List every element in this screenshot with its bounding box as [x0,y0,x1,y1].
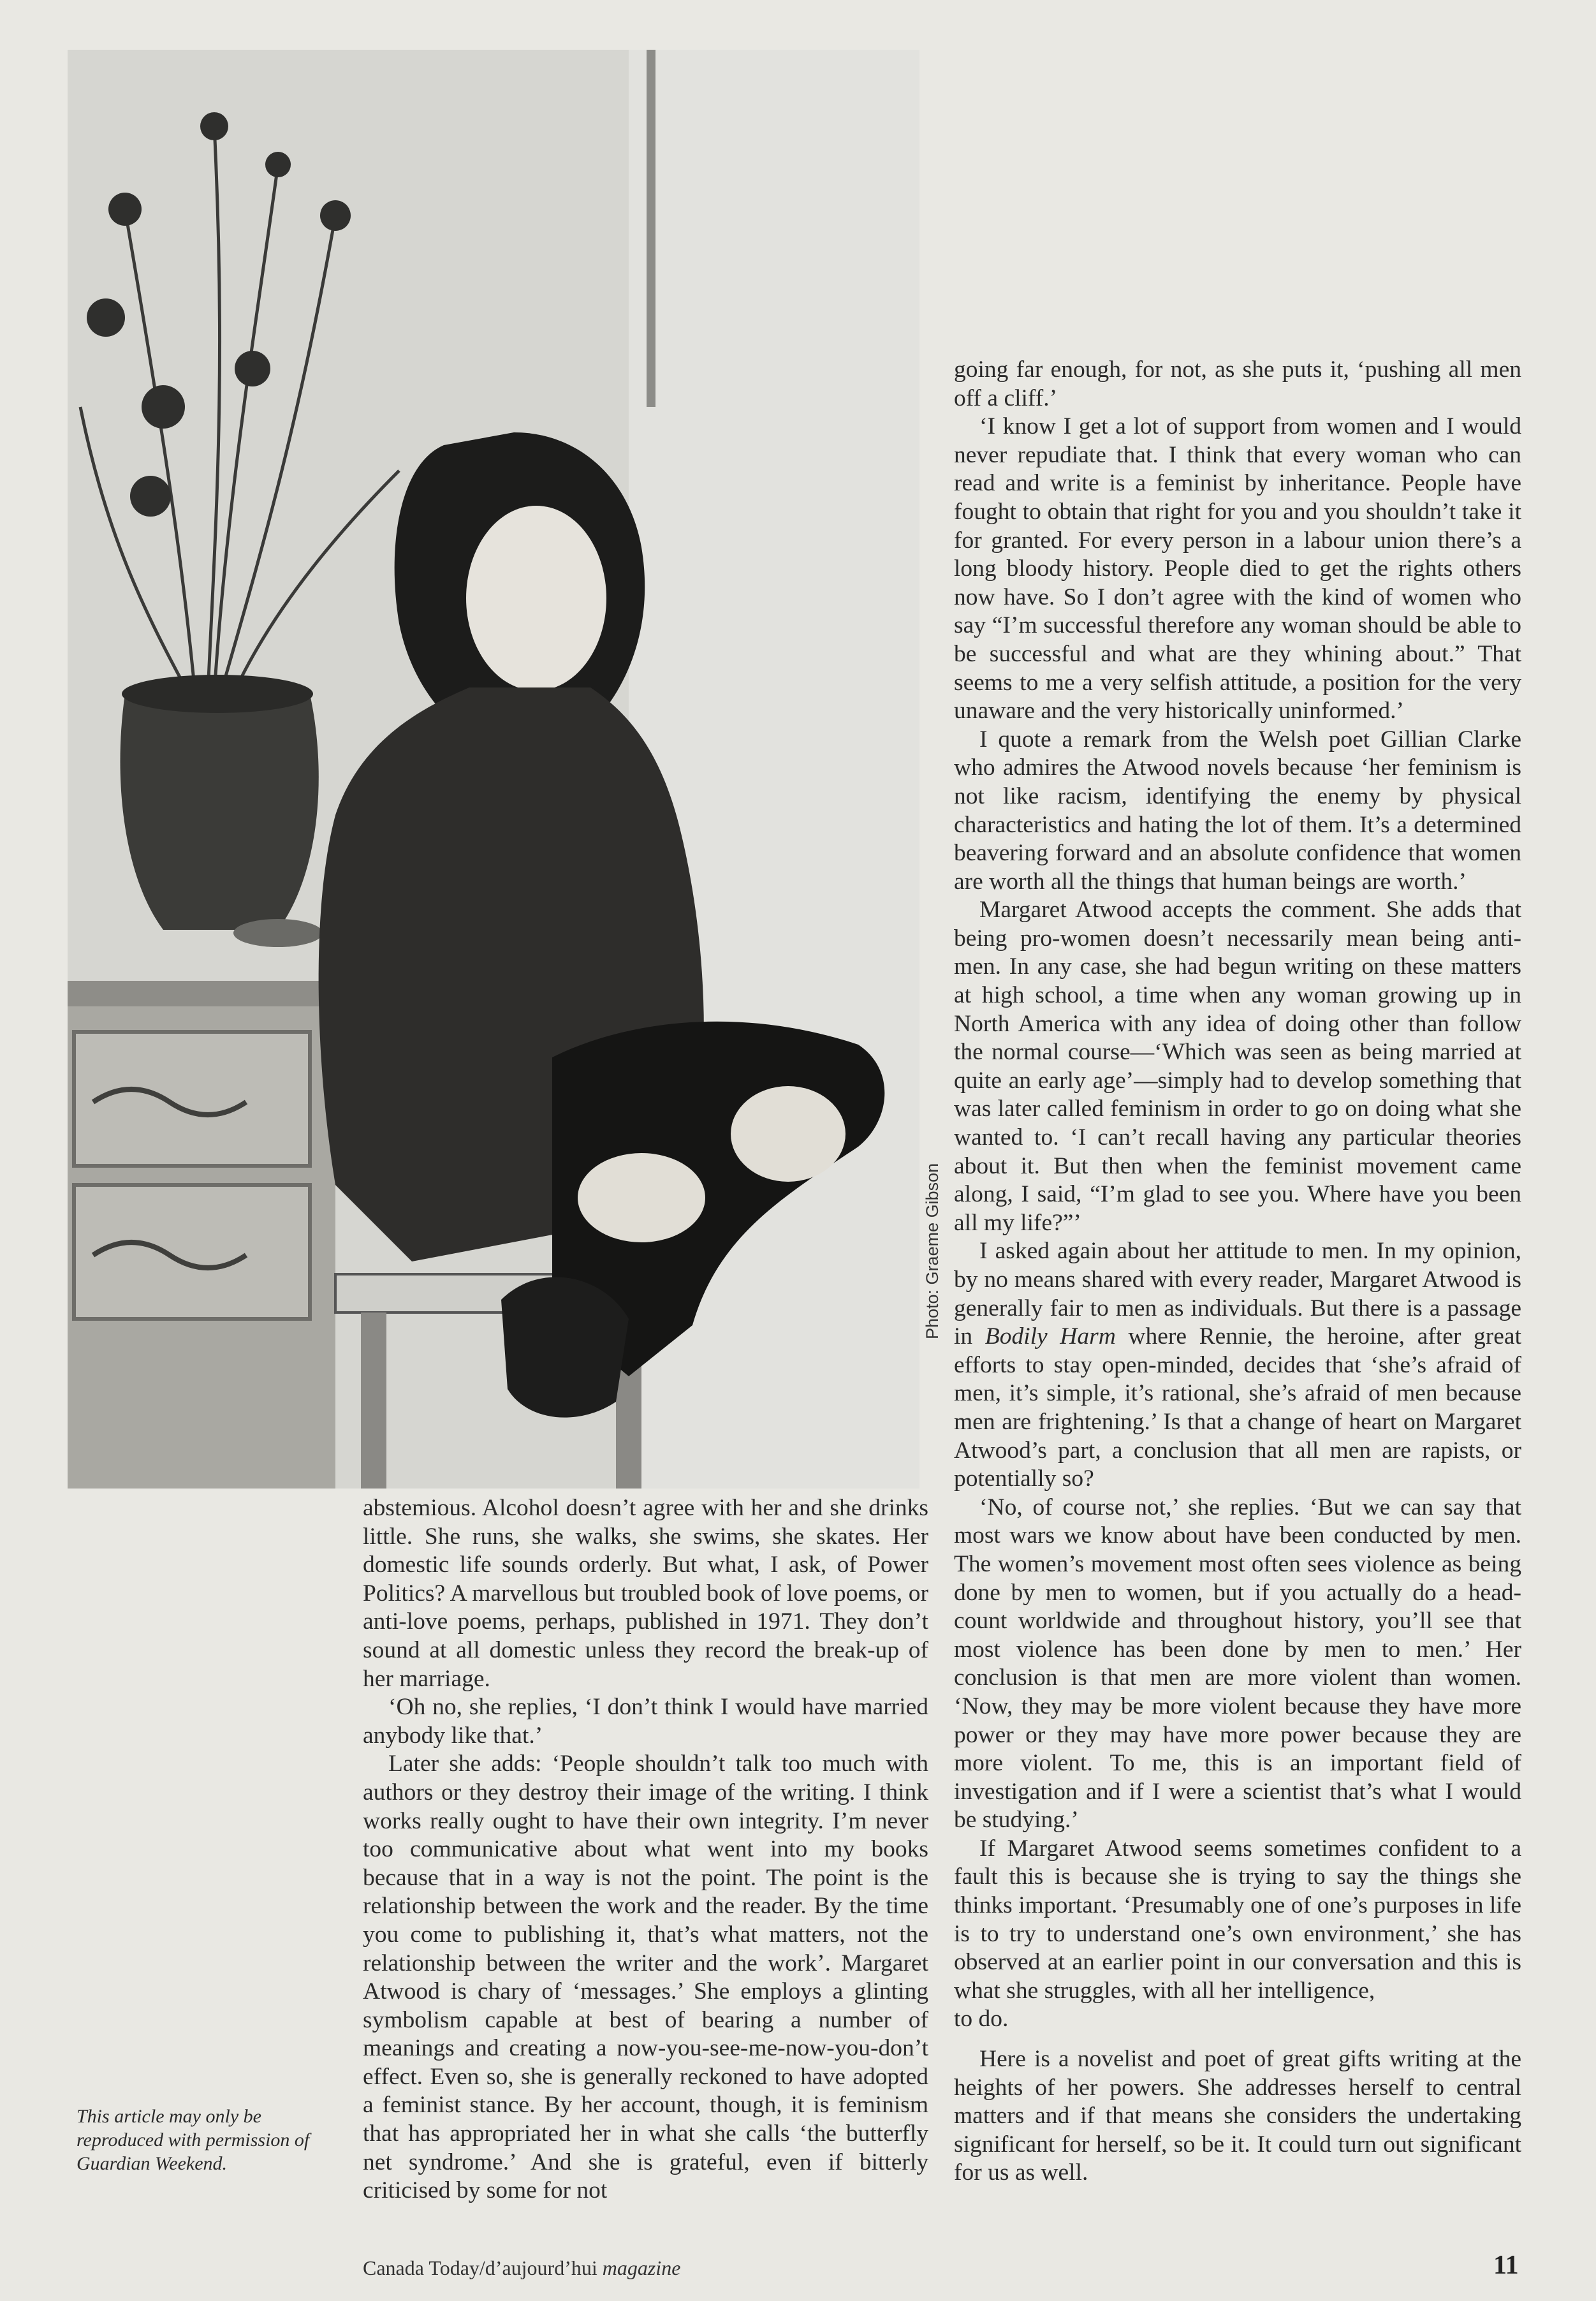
page-number: 11 [1493,2251,1519,2280]
reproduction-note: This article may only be reproduced with permission of Guardian Weekend. [77,2106,310,2174]
portrait-photo [68,50,919,1489]
photo-credit: Photo: Graeme Gibson [923,1163,942,1339]
book-title: Bodily Harm [985,1323,1116,1350]
paragraph: Later she adds: ‘People shouldn’t talk too much with authors or they destroy their image of the writing. I think works really ought to have their own integrity. I’m never too communicative about what went into my books because that in a way is not the point. The point is the relationship between the work and the reader. By the time you come to publishing it, that’s what matters, not the relationship between the writer and the work’. Margaret Atwood is chary of ‘messages.’ She employs a glinting symbolism capable at best of bearing a number of meanings and creating a now-you-see-me-now-you-don’t effect. Even so, she is generally reckoned to have adopted a feminist stance. By her account, though, it is feminism that has appropriated her in what she calls ‘the butterfly net syndrome.’ And she is grateful, even if bitterly criticised by some for not [363,1751,928,2204]
footer-title: Canada Today/d’aujourd’hui [363,2256,603,2279]
paragraph-text: I asked again about her attitude to men. In my opinion, by no means shared with every reader, Margaret Atwood is generally fair to men as individuals. But there is a passage in [954,1238,1521,1350]
paragraph: abstemious. Alcohol doesn’t agree with her and she drinks little. She runs, she walks, she swims, she skates. Her domestic life sounds orderly. But what, I ask, of Power Politics? A marvellous but troubled book of love poems, or anti-love poems, perhaps, published in 1971. They don’t sound at all domestic unless they record the break-up of her marriage. [363,1495,928,1692]
footer-magazine-name [363,2256,680,2280]
paragraph [954,1237,1521,1493]
paragraph: ‘No, of course not,’ she replies. ‘But we can say that most wars we know about have been conducted by men. The women’s movement most often sees violence as being done by men to women, but if you actually do a head-count worldwide and throughout history, you’ll see that most violence has been done by men to men.’ Her conclusion is that men are more violent than women. ‘Now, they may be more violent because they have more power or they may have more power because they are more violent. To me, this is an important field of investigation and if I were a scientist that’s what I would be studying.’ [954,1494,1521,1834]
paragraph-text: where Rennie, the heroine, after great efforts to stay open-minded, decides that ‘she’s afraid of men, it’s simple, it’s rational, she’s afraid of men because men are frightening.’ Is that a change of heart on Margaret Atwood’s part, a conclusion that all men are rapists, or potentially so? [954,1323,1521,1492]
article-column-middle [363,1494,928,2205]
paragraph: If Margaret Atwood seems sometimes confident to a fault this is because she is trying to say the things she thinks important. ‘Presumably one of one’s purposes in life is to try to understand one’s own environment,’ she has observed at an earlier point in our conversation and this is what she struggles, with all her intelligence, [954,1835,1521,2004]
paragraph: going far enough, for not, as she puts it, ‘pushing all men off a cliff.’ [954,357,1521,411]
paragraph: Margaret Atwood accepts the comment. She adds that being pro-women doesn’t necessarily mean being anti-men. In any case, she had begun writing on these matters at high school, a time when any woman growing up in North America with any idea of doing other than follow the normal course—‘Which was seen as being married at quite an early age’—simply had to develop something that was later called feminism in order to go on doing what she wanted to. ‘I can’t recall having any particular theories about it. But then when the feminist movement came along, I said, “I’m glad to see you. Where have you been all my life?”’ [954,897,1521,1236]
paragraph: Here is a novelist and poet of great gifts writing at the heights of her powers. She addresses herself to central matters and if that means she considers the undertaking significant for herself, so be it. It could turn out significant for us as well. [954,2046,1521,2186]
portrait-illustration [68,50,919,1489]
article-column-right [954,356,1521,2187]
paragraph: ‘Oh no, she replies, ‘I don’t think I would have married anybody like that.’ [363,1694,928,1749]
paragraph: I quote a remark from the Welsh poet Gillian Clarke who admires the Atwood novels because ‘her feminism is not like racism, identifying the enemy by physical characteristics and hating the lot of them. It’s a determined beavering forward and an absolute confidence that women are worth all the things that human beings are worth.’ [954,726,1521,895]
paragraph: to do. [954,2006,1009,2033]
footer-title-italic: magazine [602,2256,681,2279]
paragraph: ‘I know I get a lot of support from women and I would never repudiate that. I think that every woman who can read and write is a feminist by inheritance. People have fought to obtain that right for you and you shouldn’t take it for granted. For every person in a labour union there’s a long bloody history. People died to get the rights others now have. So I don’t agree with the kind of women who say “I’m successful therefore any woman should be able to be successful and what are they whining about.” That seems to me a very selfish attitude, a position for the very unaware and the very historically uninformed.’ [954,413,1521,724]
